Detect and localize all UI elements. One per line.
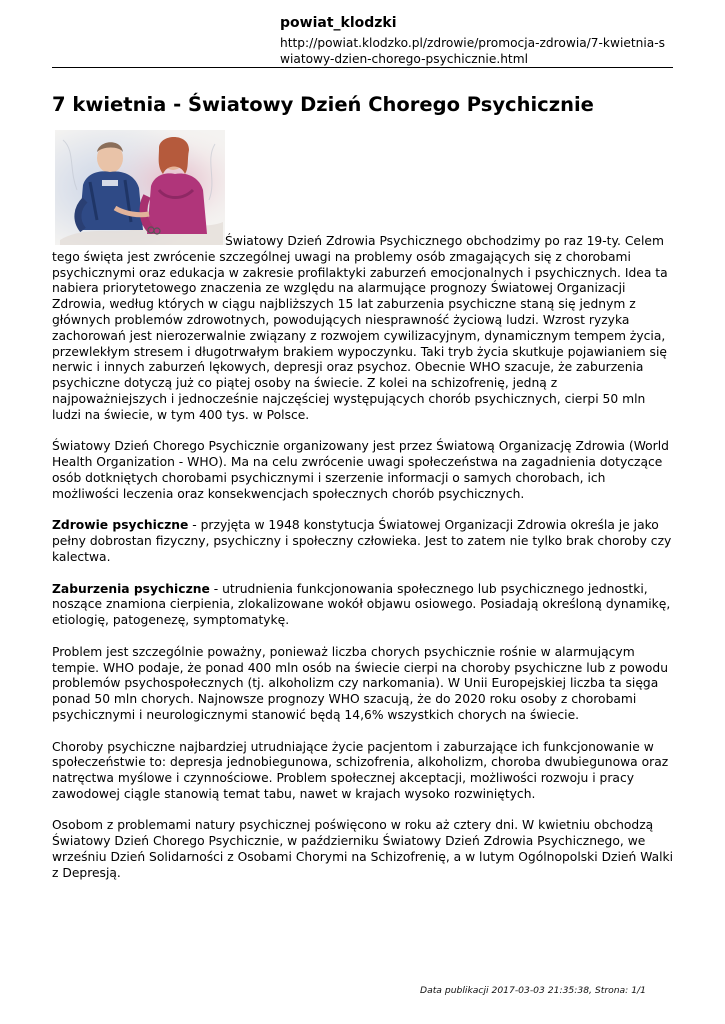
paragraph-text: Problem jest szczególnie poważny, ponieważ liczba chorych psychicznie rośnie w alarmującym tempie. WHO podaje, że ponad 400 mln osób na świecie cierpi na choroby psychiczne lub z powodu problemów psychospołecznych (tj. alkoholizm czy narkomania). W Unii Europejskiej liczba ta sięga ponad 50 mln chorych. Najnowsze prognozy WHO szacują, że do 2020 roku osoby z chorobami psychicznymi i neurologicznymi stanowić będą 14,6% wszystkich chorych na świecie. xyxy=(52,644,669,722)
paragraph-who xyxy=(52,439,676,502)
term-heading: Zaburzenia psychiczne xyxy=(52,581,210,596)
paragraph-definition-disorders xyxy=(52,582,676,629)
paragraph-text: Choroby psychiczne najbardziej utrudniające życie pacjentom i zaburzające ich funkcjonowanie w społeczeństwie to: depresja jednobiegunowa, schizofrenia, alkoholizm, choroba dwubiegunowa oraz natręctwa myślowe i czynnościowe. Problem społecznej akceptacji, możliwości rozwoju i pracy zawodowej ciągle stanowią temat tabu, nawet w krajach wysoko rozwiniętych. xyxy=(52,739,669,801)
paragraph-text: Światowy Dzień Chorego Psychicznie organizowany jest przez Światową Organizację Zdrowia (World Health Organization - WHO). Ma na celu zwrócenie uwagi społeczeństwa na zagadnienia dotyczące osób dotkniętych chorobami psychicznymi i szerzenie informacji o samych chorobach, ich możliwości leczenia oraz konsekwencjach społecznych chorób psychicznych. xyxy=(52,439,669,501)
paragraph-text: - utrudnienia funkcjonowania społecznego lub psychicznego jednostki, noszące znamiona cierpienia, zlokalizowane wokół objawu osiowego. Posiadają określoną dynamikę, etiologię, patogenezę, symptomatykę. xyxy=(52,581,671,628)
watercolor-illustration-icon xyxy=(55,130,225,245)
paragraph-definition-health xyxy=(52,518,676,565)
paragraph-text: - przyjęta w 1948 konstytucja Światowej Organizacji Zdrowia określa je jako pełny dobrostan fizyczny, psychiczny i społeczny człowieka. Jest to zatem nie tylko brak choroby czy kalectwa. xyxy=(52,518,672,564)
article-body xyxy=(52,130,676,897)
publication-footer: Data publikacji 2017-03-03 21:35:38, Strona: 1/1 xyxy=(420,985,646,996)
source-url[interactable]: http://powiat.klodzko.pl/zdrowie/promocja-zdrowia/7-kwietnia-swiatowy-dzien-chorego-psychicznie.html xyxy=(280,36,665,66)
paragraph-diseases xyxy=(52,740,676,803)
paragraph-statistics xyxy=(52,645,676,724)
paragraph-observance-days xyxy=(52,818,676,881)
article-title: 7 kwietnia - Światowy Dzień Chorego Psychicznie xyxy=(52,93,594,116)
paragraph-intro xyxy=(52,130,676,424)
site-name: powiat_klodzki xyxy=(280,15,397,31)
term-heading: Zdrowie psychiczne xyxy=(52,518,189,533)
header-divider xyxy=(52,67,673,68)
page-header xyxy=(280,14,680,67)
paragraph-text: Światowy Dzień Zdrowia Psychicznego obchodzimy po raz 19-ty. Celem tego święta jest zwrócenie szczególnej uwagi na problemy osób zmagających się z chorobami psychicznymi oraz edukacja w zakresie profilaktyki zaburzeń emocjonalnych i psychicznych. Idea ta nabiera priorytetowego znaczenia ze względu na alarmujące prognozy Światowej Organizacji Zdrowia, według których w ciągu najbliższych 15 lat zaburzenia psychiczne staną się jednym z głównych problemów zdrowotnych, powodujących niesprawność życiową ludzi. Wzrost ryzyka zachorowań jest nierozerwalnie związany z rozwojem cywilizacyjnym, dynamicznym tempem życia, przewlekłym stresem i długotrwałym brakiem wypoczynku. Taki tryb życia skutkuje pojawianiem się nerwic i innych zaburzeń lękowych, depresji oraz psychoz. Obecnie WHO szacuje, że zaburzenia psychiczne dotyczą już co piątej osoby na świecie. Z kolei na schizofrenię, jedną z najpoważniejszych i jednocześnie najczęściej występujących chorób psychicznych, cierpi 50 mln ludzi na świecie, w tym 400 tys. w Polsce. xyxy=(52,234,668,422)
paragraph-text: Osobom z problemami natury psychicznej poświęcono w roku aż cztery dni. W kwietniu obchodzą Światowy Dzień Chorego Psychicznie, w październiku Światowy Dzień Zdrowia Psychicznego, we wrześniu Dzień Solidarności z Osobami Chorymi na Schizofrenię, a w lutym Ogólnopolski Dzień Walki z Depresją. xyxy=(52,818,674,880)
